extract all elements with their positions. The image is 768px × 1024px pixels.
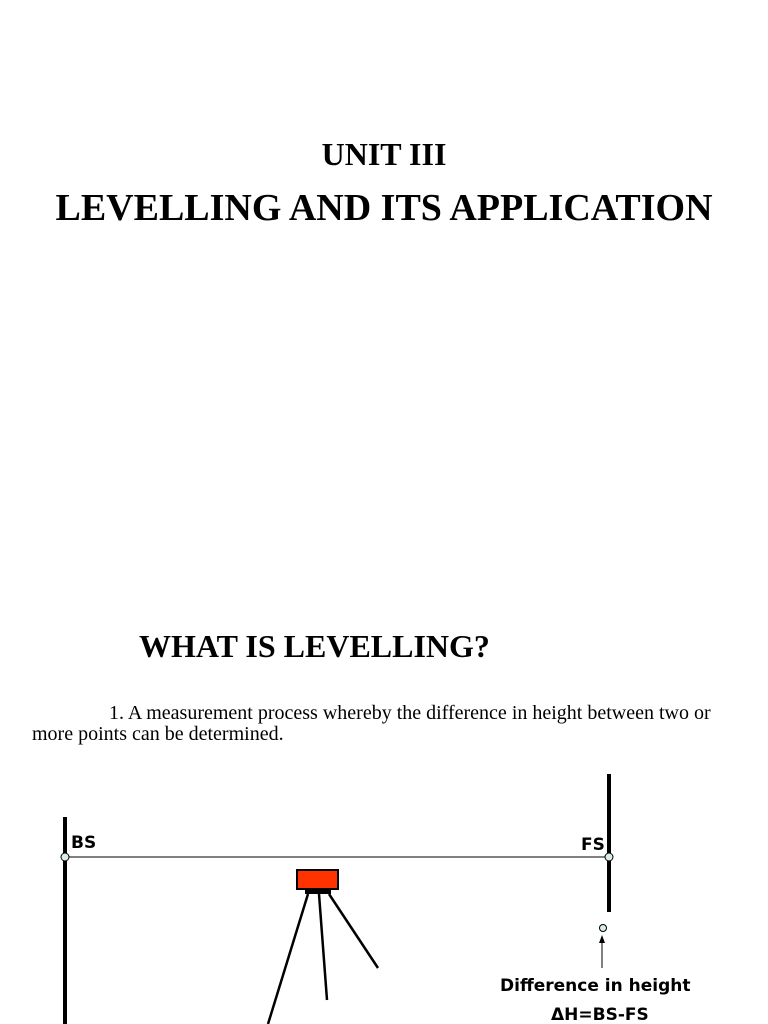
height-arrow-head [599,935,605,943]
instrument-base [305,889,331,894]
main-title: LEVELLING AND ITS APPLICATION [55,187,713,229]
tripod-leg-middle [319,894,327,1000]
fs-sight-point [605,853,613,861]
levelling-slide [0,590,768,1024]
level-instrument [268,870,378,1024]
unit-title: UNIT III [321,136,447,172]
instrument-body [297,870,338,889]
levelling-diagram [0,590,768,1024]
fs-label: FS [581,835,605,855]
difference-label: Difference in height [500,976,691,996]
height-marker-point [600,925,607,932]
formula-label: ΔH=BS-FS [551,1005,649,1024]
tripod-leg-right [329,894,378,968]
section-title: WHAT IS LEVELLING? [139,628,490,664]
bs-sight-point [61,853,69,861]
bs-label: BS [71,833,97,853]
definition-text: 1. A measurement process whereby the difference in height between two or more points can be determined. [32,702,711,745]
tripod-leg-left [268,894,308,1024]
